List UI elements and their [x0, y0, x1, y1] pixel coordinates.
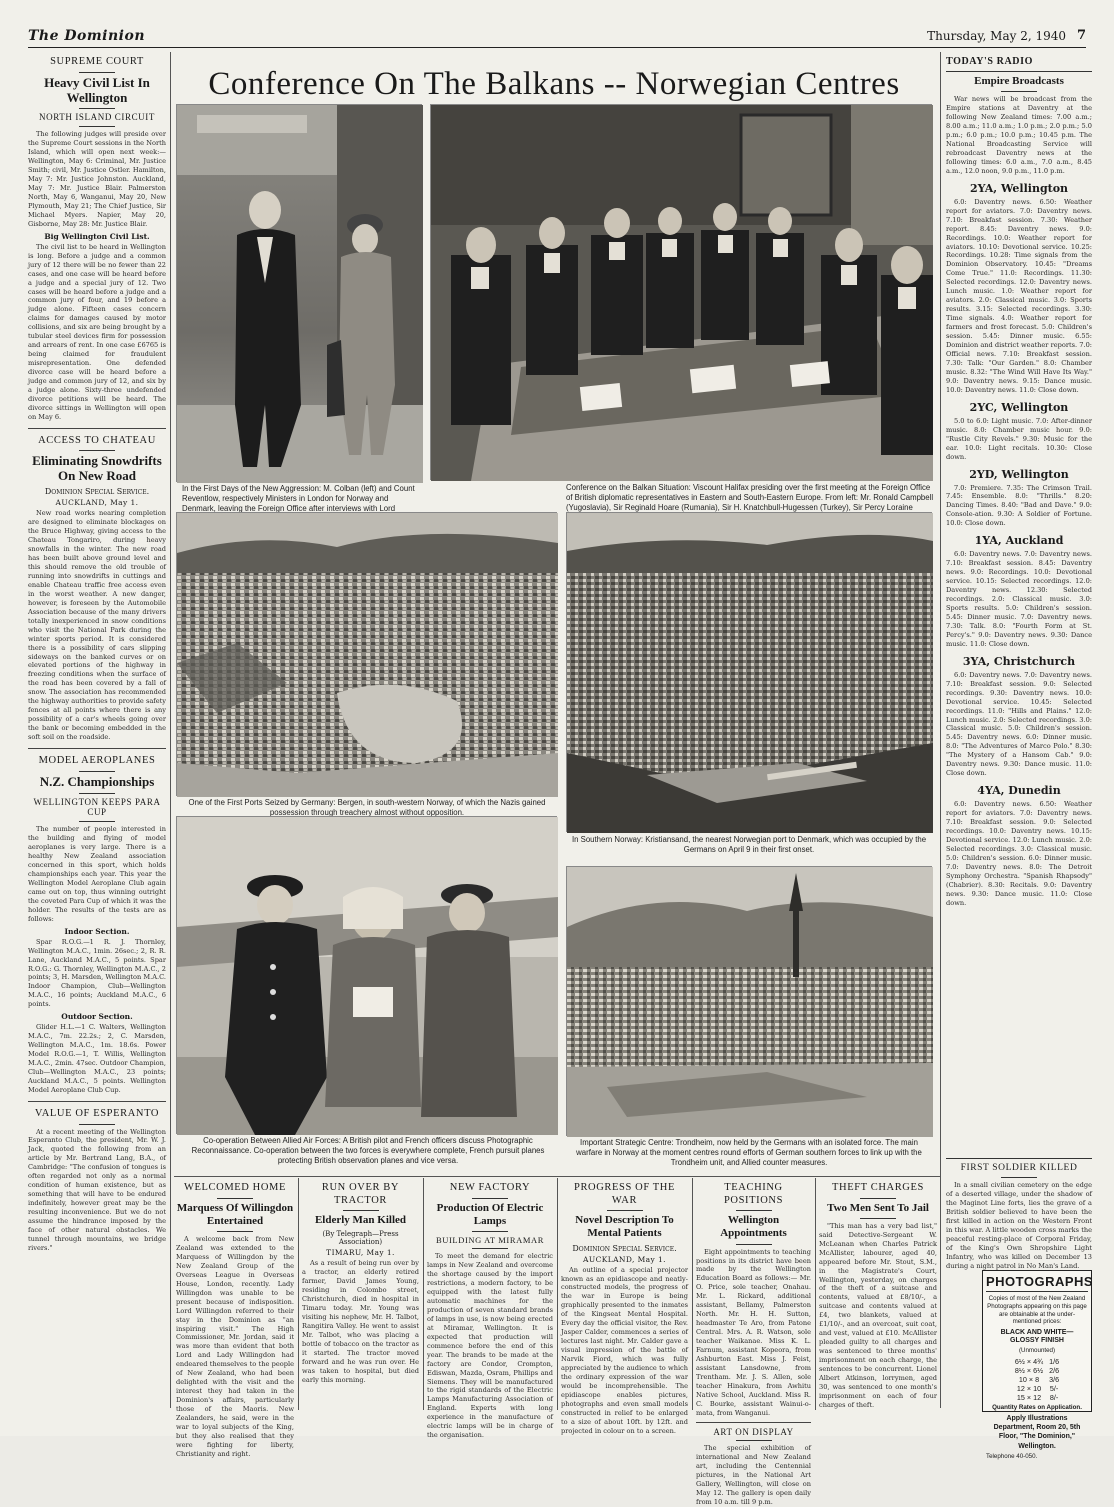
tractor-body: As a result of being run over by a tractor, an elderly retired farmer, David James Young, residing in Colombo street, Christchurch, died in hospital in Timaru today. Mr. Young was visiting his nephew, Mr. H. Talbot, Rangitira Valley. He went to assist Mr. Talbot, who was placing a bottle of tobacco on the tractor as it started. The tractor moved forward and he was run over. He was taken to hospital, but died early this morning.: [302, 1259, 419, 1384]
aero-title: N.Z. Championships: [39, 773, 155, 789]
civil-subheading: Big Wellington Civil List.: [44, 231, 150, 241]
war-heading: PROGRESS OF THE WAR: [574, 1182, 675, 1206]
ad-size: 8½ × 6½: [1014, 1365, 1044, 1375]
ad-description: Copies of most of the New Zealand Photographs appearing on this page are obtainable at the under-mentioned prices:: [987, 1295, 1087, 1326]
aero-outdoor: Outdoor Section.: [61, 1012, 133, 1022]
court-body: The following judges will preside over the Supreme Court sessions in the North Island, which will open next week:— Wellington, May 6: Criminal, Mr. Justice Smith; civil, Mr. Justice Ostler. Hamilton, May 7: Mr. Justice Johnston. Auckland, May 7: Mr. Justice Blair. Palmerston North, May 6, Wanganui, May 20, New Plymouth, May 21; The Chief Justice, Sir Michael Myers. Napier, May 20, Gisborne, May 28: Mr. Justice Blair.: [28, 130, 166, 228]
war-byline: Dominion Special Service.: [572, 1243, 677, 1253]
factory-subheading: BUILDING AT MIRAMAR: [435, 1234, 545, 1245]
ad-price: 2/6: [1049, 1365, 1060, 1375]
ad-finish: BLACK AND WHITE—GLOSSY FINISH: [1000, 1329, 1074, 1345]
aero-subheading: WELLINGTON KEEPS PARA CUP: [33, 796, 161, 818]
station-4ya-schedule: 6.0: Daventry news. 6.50: Weather report for aviators. 7.0: Daventry news. 7.10: Breakfast session. 9.0: Selected recordings. 10.0: Daventry news. 10.15: Devotional service. 12.0: Lunch music. 2.0: Selected recordings. 3.0: Classical music. 5.0: Children's session. 6.0: Dinner music. 7.0: Daventry news. 8.0: The Detroit Symphony Orchestra. "Spanish Rhapsody" (Chabrier). 8.30: Recitals. 9.0: Daventry news. 9.30: Dance music. 11.0: Close down.: [946, 800, 1092, 907]
column-rule: [692, 1178, 693, 1410]
ad-telephone: Telephone 40-050.: [986, 1452, 1038, 1460]
column-rule: [815, 1178, 816, 1410]
aero-results-outdoor: Glider H.L.—1 C. Walters, Wellington M.A.C., 7m. 22.2s.; 2, C. Marsden, Wellington M.A.C., 1m. 18.6s. Power Model R.O.G.—1, T. Willis, Wellington M.A.C., 2min. 47sec. Outdoor Champion, Club—Wellington M.A.C., 23 points; Auckland M.A.C., 5 points. Wellington Model Aeroplane Club Cup.: [28, 1023, 166, 1094]
art-body: The special exhibition of international and New Zealand art, including the Centennial pictures, in the National Art Gallery, Wellington, will close on May 12. The gallery is open daily from 10 a.m. till 9 p.m.: [696, 1444, 811, 1507]
ad-price: 1/6: [1049, 1356, 1060, 1366]
theft-heading: THEFT CHARGES: [832, 1182, 924, 1193]
station-3ya-schedule: 6.0: Daventry news. 7.0: Daventry news. 7.10: Breakfast session. 9.0: Selected recordings. 9.30: Daventry news. 10.0: Devotional service. 10.45: Selected recordings. 11.0: "Hills and Plains." 12.0: Lunch music. 2.0: Selected recordings. 3.0: Classical music. 5.0: Children's session. 5.45: Daventry news. 6.0: Dinner music. 8.0: "The Adventures of Marco Polo." 8.30: "The Mystery of a Hansom Cab." 9.0: Daventry news. 9.30: Dance music. 11.0: Close down.: [946, 670, 1092, 778]
aero-body: The number of people interested in the building and flying of model aeroplanes is very large. There is a healthy New Zealand association concerned in this sport, which holds championships each year. This year the Wellington Model Aeroplane Club again came out on top, thus winning outright the coveted Para Cup of which it was the holder. The results of the tests are as follows:: [28, 825, 166, 923]
caption-trondheim: Important Strategic Centre: Trondheim, now held by the Germans with an isolated force. The main warfare in Norway at the moment centres round efforts of German southern forces to link up with the Trondheim unit, and Allied counter measures.: [576, 1138, 922, 1168]
ad-price-row: [1012, 1393, 1062, 1402]
factory-body: To meet the demand for electric lamps in New Zealand and overcome the shortage caused by the import restrictions, a modern factory, to be equipped with the latest fully automatic machines for the production of seven standard brands of lamps in use, is now being erected at Miramar, Wellington. It is expected that production will commence before the end of this year. The brands to be made at the factory are Condor, Crompton, Ediswan, Mazda, Osram, Phillips and Siemens. They will be manufactured to the rigid standards of the Electric Lamps Manufacturing Association of England. Experts with long experience in the manufacture of electric lamps will be in charge of the organisation.: [427, 1252, 553, 1440]
civil-body: The civil list to be heard in Wellington is long. Before a judge and a common jury of 12 there will be no fewer than 22 cases, and one case will be heard before a judge and a special jury of 12. Two cases will be heard before a judge and a common jury of four, and 19 before a judge alone. Fifteen cases concern claims for damages caused by motor collisions, and six are being brought by a tubular steel devices firm for possession and arrears of rent. In one case £6765 is being claimed for fraudulent misrepresentation. One defended divorce case will be heard before a judge and common jury of 12, and six by a judge alone. Sixty-three undefended divorce petitions will be heard. The divorce sittings in Wellington will open on May 6.: [28, 242, 166, 421]
chateau-byline: Dominion Special Service.: [44, 487, 150, 497]
radio-column: [946, 56, 1092, 1206]
ad-price-row: [1012, 1366, 1062, 1375]
caption-balkan-conference: Conference on the Balkan Situation: Viscount Halifax presiding over the first meeting at the Foreign Office of British diplomatic representatives in Eastern and South-Eastern Europe. From left: Mr. Ronald Campbell (Yugoslavia), Sir Reginald Hoare (Rumania), Sir H. Knatchbull-Hugessen (Turkey), Sir Percy Loraine: [566, 483, 934, 513]
column-rule: [423, 1178, 424, 1410]
ad-price-row: [1012, 1375, 1062, 1384]
ad-size: 12 × 10: [1016, 1383, 1042, 1393]
theft-title: Two Men Sent To Jail: [827, 1201, 929, 1214]
station-3ya: 3YA, Christchurch: [962, 654, 1076, 668]
ad-unmounted: (Unmounted): [1018, 1346, 1056, 1354]
war-title: Novel Description To Mental Patients: [575, 1214, 674, 1240]
station-1ya: 1YA, Auckland: [974, 534, 1064, 548]
photo-bergen: [176, 512, 557, 796]
ad-price-row: [1012, 1384, 1062, 1393]
ad-size: 15 × 12: [1016, 1392, 1042, 1402]
chateau-heading: ACCESS TO CHATEAU: [38, 434, 156, 446]
ad-price-row: [1012, 1357, 1062, 1366]
court-heading: SUPREME COURT: [50, 56, 144, 67]
photo-allied-air-forces: [176, 816, 557, 1134]
aero-indoor: Indoor Section.: [64, 926, 130, 936]
photographs-advertisement: [982, 1270, 1094, 1460]
war-body: An outline of a special projector known as an epidiascope and neatly-constructed models, the progress of the war in Europe is being graphically presented to the inmates of the Kingseat Mental Hospital. Every day the official visitor, the Rev. Jasper Calder, commences a series of lectures last night. Mr. Calder gave a visual impression of the battle of Narvik Fiord, which was fully appreciated by the audience to which the ordinary expression of the war would be incomprehensible. The epidiascope enables pictures, photographs and even small models constructed in relief to be enlarged to a size of about 10ft. by 12ft. and projected in colour on to a screen.: [561, 1265, 688, 1435]
ad-quantity: Quantity Rates on Application.: [992, 1403, 1082, 1411]
caption-allied-air-forces: Co-operation Between Allied Air Forces: A British pilot and French officers discuss Photographic Reconnaissance. Co-operation between the two forces is everywhere complete, French pursuit planes protecting British observation planes and vice versa.: [191, 1136, 545, 1166]
caption-bergen: One of the First Ports Seized by Germany: Bergen, in south-western Norway, of which the Nazis gained possession through treachery almost without opposition.: [188, 798, 546, 818]
soldier-body: In a small civilian cemetery on the edge of a deserted village, under the shadow of the Maginot Line forts, lies the grave of a British soldier believed to have been the first killed in action on the Western Front in this war. A little wooden cross marks the peaceful resting-place of Corporal Friday, of the King's Own Shropshire Light Infantry, who was killed on December 13 during a night patrol in No Man's Land.: [946, 1181, 1092, 1270]
station-2yd: 2YD, Wellington: [969, 467, 1069, 481]
column-rule: [557, 1178, 558, 1410]
tractor-dateline: TIMARU, May 1.: [326, 1248, 395, 1258]
welcomed-heading: WELCOMED HOME: [184, 1182, 286, 1193]
aero-results: Spar R.O.G.—1 R. J. Thornley, Wellington M.A.C., 1min. 26sec.; 2, R. R. Lane, Auckland M.A.C., 5 points. Spar R.O.G.: G. Thornley, Wellington M.A.C., 2 points; 3, H. Marsden, Wellington M.A.C. Indoor Champion, Club—Wellington M.A.C., 16 points; Auckland M.A.C., 6 points.: [28, 937, 166, 1009]
station-1ya-schedule: 6.0: Daventry news. 7.0: Daventry news. 7.10: Breakfast session. 8.45: Daventry news. 9.0: Recordings. 10.0: Devotional service. 10.15: Selected recordings. 12.0: Daventry news. 12.30: Selected recordings. 2.0: Classical music. 3.0: Sports results. 5.0: Children's session. 5.45: Dinner music. 7.0: Daventry news. 7.30: Talk. 8.0: "Fourth Form at St. Percy's." 9.0: Daventry news. 9.30: Dance music. 11.0: Close down.: [946, 550, 1092, 648]
ad-title: PHOTOGRAPHS: [986, 1274, 1088, 1292]
photo-trondheim: [566, 866, 932, 1136]
aero-heading: MODEL AEROPLANES: [38, 755, 156, 767]
photo-balkan-conference: [430, 104, 932, 480]
radio-intro: War news will be broadcast from the Empire stations at Daventry at the following New Zealand times: 7.00 a.m.; 8.00 a.m.; 11.0 a.m.; 1.0 p.m.; 2.0 p.m.; 5.0 p.m.; 6.0 p.m.; 10.0 p.m.; 10.45 p.m. The National Broadcasting Service will rebroadcast Daventry news at the following times: 6.0 a.m., 7.0 a.m., 8.45 a.m., 12.0 noon, 9.0 p.m., 11.0 p.m.: [946, 95, 1092, 175]
article-tractor: [302, 1182, 419, 1410]
factory-title: Production Of Electric Lamps: [436, 1201, 544, 1227]
chateau-title: Eliminating Snowdrifts On New Road: [32, 453, 162, 484]
photo-kristiansand: [566, 512, 932, 832]
ad-price-table: [1012, 1357, 1062, 1402]
ad-size: 6½ × 4¾: [1014, 1356, 1044, 1366]
theft-body: "This man has a very bad list," said Detective-Sergeant W. McLeanan when Charles Patrick McAllister, labourer, aged 40, appeared before Mr. Stout, S.M., in the Magistrate's Court, Wellington, yesterday, on charges of the theft of a suitcase and contents, valued at £8/10/-, a suitcase and contents valued at £4, two blankets, valued at £1/10/-, and an overcoat, suit coat, and vest, valued at £10. McAllister pleaded guilty to all charges and was sentenced to three months' imprisonment on each charge, the sentences to be concurrent. Lionel Albert Atkinson, lorrymen, aged 30, was sentenced to one month's imprisonment on each of four charges of theft.: [819, 1221, 937, 1409]
esperanto-heading: VALUE OF ESPERANTO: [34, 1107, 160, 1119]
left-column: [28, 56, 166, 1412]
column-rule: [940, 52, 941, 1408]
teaching-body: Eight appointments to teaching positions in its district have been made by the Wellington Education Board as follows:— Mr. O. Price, sole teacher, Onahau. Mr. L. Rickard, additional assistant, Bellamy, Palmerston North. Mr. H. H. Sutton, headmaster Te Aro, from Patone Central. Mrs. A. R. Watson, sole teacher Waikanae. Miss K. L. Farnum, assistant Kopeora, from Ashburton East. Miss J. Feist, assistant Lansdowne, from Trentham. Mr. J. S. Allen, sole teacher Hinakura, from Awhitu Native School, Auckland. Miss R. C. Bourke, assistant Wainui-o-mata, from Wanganui.: [696, 1247, 811, 1417]
column-rule: [298, 1178, 299, 1410]
esperanto-body: At a recent meeting of the Wellington Esperanto Club, the president, Mr. W. J. Jack, quoted the following from an article by Mr. Bertrand Lang, B.A., of Cambridge: "The confusion of tongues is often regarded not only as a normal condition of human existence, but as something that will have to be endured indefinitely, however great may be the resulting inconvenience. But we do not assume the hindrance imposed by the face of other natural obstacles. We tunnel through mountains, we bridge rivers.": [28, 1127, 166, 1252]
station-2ya: 2YA, Wellington: [969, 181, 1069, 195]
station-4ya: 4YA, Dunedin: [977, 784, 1061, 798]
station-2yd-schedule: 7.0: Premiere. 7.35: The Crimson Trail. 7.45: Ensemble. 8.0: "Thrills." 8.20: Dancing Times. 8.40: "Bad and Dave." 9.0: Console-ation. 9.30: A Soldier of Fortune. 10.0: Close down.: [946, 483, 1092, 528]
article-new-factory: [427, 1182, 553, 1440]
tractor-heading: RUN OVER BY TRACTOR: [321, 1182, 400, 1206]
ad-price: 3/6: [1049, 1374, 1060, 1384]
tractor-byline: (By Telegraph—Press Association): [322, 1230, 399, 1247]
war-dateline: AUCKLAND, May 1.: [583, 1254, 666, 1264]
court-title: Heavy Civil List In Wellington: [44, 74, 150, 105]
issue-date: Thursday, May 2, 1940: [927, 29, 1066, 43]
article-welcomed-home: [176, 1182, 294, 1458]
column-rule: [170, 52, 171, 1408]
article-theft-charges: [819, 1182, 937, 1410]
chateau-body: New road works nearing completion are designed to eliminate blockages on the Bruce Highway, giving access to the Chateau Tongariro, during heavy snowfalls in the winter. The new road has been built above ground level and this should remove the old trouble of running into snowdrifts in cuttings and enable Chateau traffic free access even in the worst weather. A new danger, however, is foreseen by the Automobile Association because of the many drivers totally inexperienced in snow conditions who visit the National Park during the winter sports period. It is considered there is a possibility of cars slipping sideways on the banked curves or on elevated portions of the highway in freezing conditions when the surface of the road has been covered by a fall of snow. The association has recommended the highway authorities to provide safety fences at all points where there is any possibility of a car's wheels going over the bank or becoming embedded in the soft soil on the roadside.: [28, 509, 166, 742]
photo-colban-reventlow: [176, 104, 422, 482]
tractor-title: Elderly Man Killed: [314, 1214, 407, 1227]
page-number: 7: [1076, 28, 1086, 43]
soldier-heading: FIRST SOLDIER KILLED: [960, 1163, 1078, 1173]
ad-price: 8/-: [1049, 1392, 1059, 1402]
bottom-rule: [174, 1176, 940, 1177]
chateau-dateline: AUCKLAND, May 1.: [55, 498, 139, 508]
station-2yc: 2YC, Wellington: [969, 400, 1069, 414]
art-heading: ART ON DISPLAY: [713, 1426, 794, 1437]
radio-heading: TODAY'S RADIO: [946, 56, 1033, 67]
caption-colban-reventlow: In the First Days of the New Aggression: M. Colban (left) and Count Reventlow, respectively Ministers in London for Norway and Denmark, leaving the Foreign Office after interviews with Lord: [182, 484, 415, 514]
page-banner: Conference On The Balkans -- Norwegian Centres: [208, 66, 900, 102]
article-teaching-positions: [696, 1182, 811, 1507]
radio-title: Empire Broadcasts: [974, 75, 1064, 87]
ad-apply: Apply Illustrations Department, Room 20, 5th Floor, "The Dominion," Wellington.: [993, 1415, 1081, 1450]
caption-kristiansand: In Southern Norway: Kristiansand, the nearest Norwegian port to Denmark, which was occupied by the Germans on April 9 in their first onset.: [571, 835, 927, 855]
teaching-heading: TEACHING POSITIONS: [723, 1182, 784, 1206]
ad-size: 10 × 8: [1018, 1374, 1040, 1384]
welcomed-body: A welcome back from New Zealand was extended to the Marquess of Willingdon by the New Zealand Group of the Overseas League in Overseas House, London, recently. Lady Willingdon was unable to be present because of indisposition. Lord Willingdon referred to their stay in the Dominion as "an inspiring visit." The High Commissioner, Mr. Jordan, said it was more than evident that both Lord and Lady Willingdon had endeared themselves to the people of New Zealand, who had been delighted with the visit and the interest they had taken in the Dominion's affairs, particularly those of the Maoris. New Zealanders, he said, were in the war to loyal subjects of the King, but they also realised that they were fighting for liberty, Christianity and right.: [176, 1234, 294, 1458]
welcomed-title: Marquess Of Willingdon Entertained: [176, 1201, 294, 1227]
paper-name: The Dominion: [28, 28, 146, 44]
teaching-title: Wellington Appointments: [720, 1214, 787, 1240]
court-subheading: NORTH ISLAND CIRCUIT: [39, 112, 155, 123]
masthead: [28, 28, 1086, 48]
article-first-soldier: [946, 1158, 1092, 1270]
station-2ya-schedule: 6.0: Daventry news. 6.50: Weather report for aviators. 7.0: Daventry news. 7.10: Breakfast session. 7.30: Weather report. 8.45: Daventry news. 9.0: Recordings. 10.0: Weather report for aviators. 10.10: Devotional service. 10.25: Recordings. 10.28: Time signals from the Dominion Observatory. 10.45: "Dreams Come True." 11.0: Recordings. 11.30: Selected recordings. 12.0: Daventry news. Lunch music. 1.0: Weather report for aviators. 2.0: Classical music. 3.0: Sports results. 3.15: Selected recordings. 3.30: Time signals. 4.0: Weather report for farmers and frost forecast. 5.0: Children's session. 5.45: Dinner music. 6.55: Dominion and district weather reports. 7.0: Official news. 7.10: Breakfast session. 7.30: Talk: "Our Garden." 8.0: Chamber music. 8.32: "The Wind Will Have Its Way." 9.0: Daventry news. 9.15: Dance music. 10.0: Daventry news. 11.0: Close down.: [946, 197, 1092, 394]
station-2yc-schedule: 5.0 to 6.0: Light music. 7.0: After-dinner music. 8.0: Chamber music hour. 9.0: "Rustle City Revels." 9.30: Music for the ear. 10.0: Light recitals. 10.30: Close down.: [946, 416, 1092, 461]
article-progress-of-war: [561, 1182, 688, 1435]
factory-heading: NEW FACTORY: [449, 1182, 531, 1193]
ad-price: 5/-: [1049, 1383, 1059, 1393]
